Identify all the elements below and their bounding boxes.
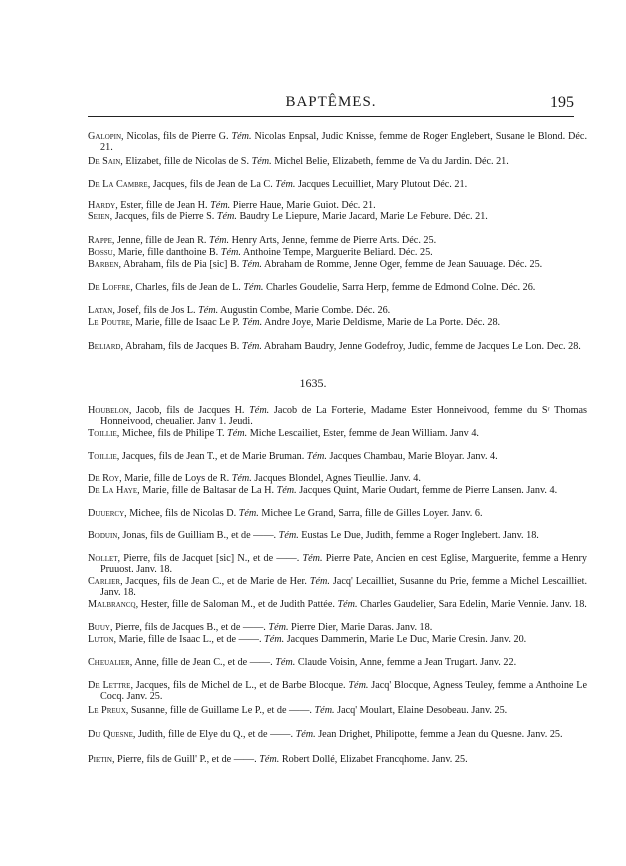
entry-witness-label: Tém. [259,754,280,765]
baptism-entry [88,180,587,191]
baptism-entry [88,406,587,427]
entry-surname: Galopin [88,131,122,142]
baptism-entry [88,318,587,329]
entry-child: , Charles, fils de Jean de L. [130,282,244,293]
baptism-entry [88,342,587,353]
entry-surname: De Lettre [88,680,131,691]
entry-child: , Pierre, fils de Jacquet [sic] N., et de ——. [117,553,303,564]
baptism-entry [88,486,587,497]
page-title: BAPTÊMES. [285,94,377,110]
entry-surname: Nollet [88,553,118,564]
entry-child: , Abraham, fils de Jacques B. [120,341,242,352]
entry-witness-label: Tém. [241,341,262,352]
entry-witness-label: Tém. [210,200,231,211]
entry-witness-label: Tém. [348,680,369,691]
entry-witness-label: Tém. [295,729,316,740]
baptism-entry [88,509,587,520]
baptism-entry [88,429,587,440]
entry-witnesses: Andre Joye, Marie Deldisme, Marie de La Porte. Déc. 28. [262,317,501,328]
entry-witnesses: Jacob de La Forterie, Madame Ester Honneivood, femme du Sʳ Thomas Honneivood, cheualier. Janv 1. Jeudi. [100,405,587,427]
entry-child: , Hester, fille de Saloman M., et de Judith Pattée. [135,599,338,610]
entry-child: , Elizabet, fille de Nicolas de S. [120,156,252,167]
page-header [88,94,574,117]
entry-witness-label: Tém. [314,705,335,716]
entry-surname: Buuy [88,622,110,633]
baptism-entry [88,201,587,212]
entry-surname: Hardy [88,200,116,211]
entry-surname: Beliard [88,341,121,352]
entry-witness-label: Tém. [242,317,263,328]
baptism-entry [88,212,587,223]
entry-witness-label: Tém. [249,405,270,416]
entry-child: , Michee, fils de Nicolas D. [124,508,239,519]
entry-witnesses: Pierre Pate, Ancien en cest Eglise, Marguerite, femme a Henry Pruuost. Janv. 18. [100,553,587,575]
entry-child: , Pierre, fils de Jacques B., et de ——. [109,622,269,633]
baptism-entry [88,600,587,611]
entry-witness-label: Tém. [208,235,230,246]
entry-witnesses: Pierre Haue, Marie Guiot. Déc. 21. [230,200,376,211]
baptism-entry [88,531,587,542]
entry-witness-label: Tém. [227,428,248,439]
baptism-entry [88,755,587,766]
entry-child: , Marie, fille de Isaac Le P. [130,317,243,328]
baptism-entry [88,706,587,717]
entry-witnesses: Abraham Baudry, Jenne Godefroy, Judic, femme de Jacques Le Lon. Dec. 28. [261,341,581,352]
entry-witness-label: Tém. [276,485,297,496]
entry-surname: Du Quesne [88,729,133,740]
baptism-entry [88,635,587,646]
entry-surname: De La Cambre [88,179,148,190]
entry-surname: Luton [88,634,114,645]
entry-child: , Josef, fils de Jos L. [112,305,199,316]
baptism-entry [88,474,587,485]
entry-child: , Jacques, fils de Jean C., et de Marie de Her. [120,576,310,587]
entry-witnesses: Nicolas Enpsal, Judic Knisse, femme de Roger Englebert, Susane le Blond. Déc. 21. [100,131,587,153]
entry-witnesses: Baudry Le Liepure, Marie Jacard, Marie Le Febure. Déc. 21. [236,211,488,222]
entry-surname: Houbelon [88,405,129,416]
baptism-entry [88,306,587,317]
entry-witness-label: Tém. [278,530,299,541]
entry-witness-label: Tém. [220,247,241,258]
entry-surname: Toillie [88,428,117,439]
entry-surname: De La Haye [88,485,138,496]
entry-witnesses: Miche Lescailiet, Ester, femme de Jean William. Janv 4. [247,428,479,439]
entry-child: , Marie, fille de Baltasar de La H. [137,485,277,496]
entry-surname: De Loffre [88,282,131,293]
entry-child: , Susanne, fille de Guillame Le P., et de ——. [125,705,315,716]
entry-surname: Latan [88,305,113,316]
entry-witnesses: Jacq' Blocque, Agness Teuley, femme a Anthoine Le Cocq. Janv. 25. [100,680,587,702]
entry-witness-label: Tém. [251,156,272,167]
entry-surname: Pietin [88,754,112,765]
entry-witness-label: Tém. [309,576,330,587]
entry-child: , Ester, fille de Jean H. [115,200,211,211]
entry-child: , Jacques, fils de Jean T., et de Marie Bruman. [116,451,307,462]
entry-witness-label: Tém. [198,305,219,316]
entry-child: , Jonas, fils de Guilliam B., et de ——. [117,530,279,541]
entry-surname: Le Poutre [88,317,131,328]
entry-witnesses: Jacq' Lecailliet, Susanne du Prie, femme a Michel Lescailliet. Janv. 18. [100,576,587,598]
baptism-entry [88,157,587,168]
entry-child: , Anne, fille de Jean C., et de ——. [129,657,276,668]
year-heading: 1635. [299,376,327,390]
entry-witnesses: Jacques Blondel, Agnes Tieullie. Janv. 4. [251,473,421,484]
entry-surname: Boduin [88,530,118,541]
entry-surname: Carlier [88,576,121,587]
entry-witnesses: Michel Belie, Elizabeth, femme de Va du Jardin. Déc. 21. [271,156,509,167]
entry-child: , Jenne, fille de Jean R. [111,235,209,246]
entry-surname: Le Preux [88,705,126,716]
entry-witnesses: Jacques Dammerin, Marie Le Duc, Marie Cresin. Janv. 20. [284,634,527,645]
entry-witness-label: Tém. [238,508,259,519]
entry-witness-label: Tém. [268,622,289,633]
entry-witnesses: Augustin Combe, Marie Combe. Déc. 26. [218,305,391,316]
entry-surname: De Sain [88,156,121,167]
entry-surname: Malbrancq [88,599,136,610]
entry-witnesses: Abraham de Romme, Jenne Oger, femme de Jean Sauuage. Déc. 25. [261,259,543,270]
entry-surname: Toillie [88,451,117,462]
entry-witnesses: Jean Drighet, Philipotte, femme a Jean du Quesne. Janv. 25. [315,729,563,740]
page-number: 195 [550,94,574,111]
entry-witness-label: Tém. [231,131,252,142]
entry-witness-label: Tém. [302,553,323,564]
entry-surname: Rappe [88,235,112,246]
entry-surname: Duuercy [88,508,125,519]
entry-surname: De Roy [88,473,120,484]
baptism-entry [88,260,587,271]
baptism-entry [88,283,587,294]
entry-witness-label: Tém. [231,473,252,484]
baptism-entry [88,577,587,598]
entry-child: , Michee, fils de Philipe T. [116,428,228,439]
baptism-entry [88,730,587,741]
entry-witness-label: Tém. [306,451,327,462]
baptism-entry [88,554,587,575]
entry-witness-label: Tém. [264,634,285,645]
entry-child: , Jacques, fils de Pierre S. [109,211,217,222]
entry-surname: Seien [88,211,110,222]
entry-witnesses: Jacques Lecuilliet, Mary Plutout Déc. 21. [295,179,468,190]
entry-child: , Nicolas, fils de Pierre G. [121,131,232,142]
entry-child: , Marie, fille de Isaac L., et de ——. [113,634,265,645]
entry-witnesses: Jacques Quint, Marie Oudart, femme de Pierre Lansen. Janv. 4. [296,485,558,496]
entry-child: , Abraham, fils de Pia [sic] B. [118,259,242,270]
entry-witnesses: Eustas Le Due, Judith, femme a Roger Inglebert. Janv. 18. [298,530,539,541]
baptism-entry [88,623,587,634]
baptism-entry [88,658,587,669]
entry-child: , Marie, fille danthoine B. [112,247,221,258]
entry-witnesses: Anthoine Tempe, Marguerite Beliard. Déc. 25. [240,247,433,258]
entry-witness-label: Tém. [337,599,358,610]
entry-child: , Jacques, fils de Michel de L., et de Barbe Blocque. [130,680,349,691]
entry-child: , Marie, fille de Loys de R. [119,473,232,484]
baptism-entry [88,132,587,153]
entry-witness-label: Tém. [241,259,262,270]
entry-surname: Barben [88,259,119,270]
baptism-entry [88,452,587,463]
baptism-entry [88,248,587,259]
entry-witnesses: Charles Goudelie, Sarra Herp, femme de Edmond Colne. Déc. 26. [263,282,536,293]
entry-witnesses: Michee Le Grand, Sarra, fille de Gilles Loyer. Janv. 6. [258,508,483,519]
entry-witness-label: Tém. [243,282,264,293]
entry-witnesses: Robert Dollé, Elizabet Francqhome. Janv. 25. [279,754,468,765]
entry-witnesses: Charles Gaudelier, Sara Edelin, Marie Vennie. Janv. 18. [357,599,587,610]
entry-child: , Jacques, fils de Jean de La C. [147,179,276,190]
entry-witnesses: Jacq' Moulart, Elaine Desobeau. Janv. 25. [334,705,508,716]
entry-witnesses: Jacques Chambau, Marie Bloyar. Janv. 4. [326,451,498,462]
entry-child: , Pierre, fils de Guill' P., et de ——. [111,754,260,765]
entry-witnesses: Henry Arts, Jenne, femme de Pierre Arts. Déc. 25. [229,235,437,246]
baptism-entry [88,681,587,702]
entry-witness-label: Tém. [275,657,296,668]
entry-witness-label: Tém. [275,179,296,190]
entry-surname: Bossu [88,247,113,258]
baptism-entry [88,236,587,247]
entry-child: , Judith, fille de Elye du Q., et de ——. [132,729,296,740]
entry-witnesses: Pierre Dier, Marie Daras. Janv. 18. [288,622,433,633]
entry-child: , Jacob, fils de Jacques H. [128,405,250,416]
entry-witnesses: Claude Voisin, Anne, femme a Jean Trugart. Janv. 22. [295,657,517,668]
entry-witness-label: Tém. [216,211,237,222]
entry-surname: Cheualier [88,657,130,668]
